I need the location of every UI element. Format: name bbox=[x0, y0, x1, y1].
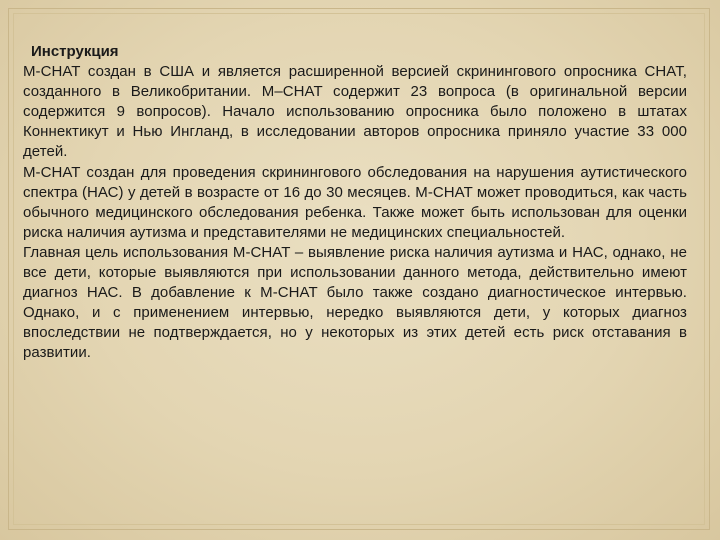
paragraph-main-goal: Главная цель использования M-CHAT – выявление риска наличия аутизма и НАС, однако, не все дети, которые выявляются при использовании данного метода, действительно имеют диагноз НАС. В добавление к M-CHAT было также создано диагностическое интервью. Однако, и с применением интервью, нередко выявляются дети, у которых диагноз впоследствии не подтверждается, но у некоторых из этих детей есть риск отставания в развитии. bbox=[23, 243, 687, 362]
slide-content bbox=[23, 42, 687, 364]
slide-title: Инструкция bbox=[31, 43, 119, 60]
paragraph-intro: M-CHAT создан в США и является расширенной версией скринингового опросника CHAT, созданного в Великобритании. M–CHAT содержит 23 вопроса (в оригинальной версии содержится 9 вопросов). Начало использованию опросника было положено в штатах Коннектикут и Нью Ингланд, в исследовании авторов опросника приняло участие 33 000 детей. bbox=[23, 63, 687, 161]
paragraph-purpose: M-CHAT создан для проведения скринингового обследования на нарушения аутистического спектра (НАС) у детей в возрасте от 16 до 30 месяцев. M-CHAT может проводиться, как часть обычного медицинского обследования ребенка. Также может быть использован для оценки риска наличия аутизма и представителями не медицинских специальностей. bbox=[23, 163, 687, 241]
